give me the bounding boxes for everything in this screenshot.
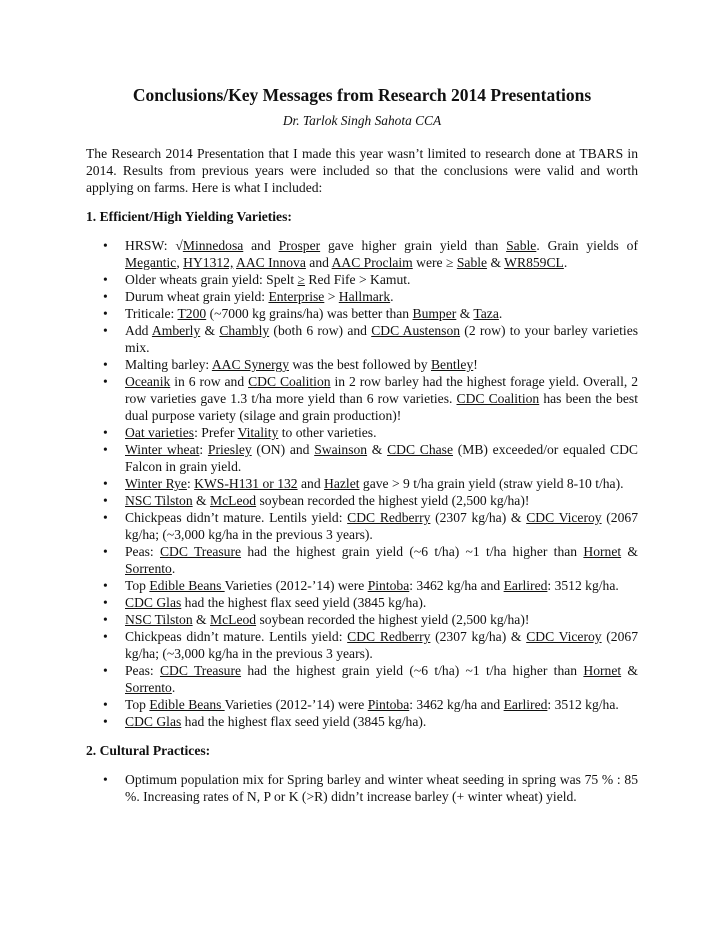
list-item: • Oceanik in 6 row and CDC Coalition in 2 row barley had the highest forage yield. Overall, 2 row varieties gave 1.3 t/ha more yield than 6 row varieties. CDC Coalition has been the best dual purpose variety (silage and grain production)!: [103, 374, 638, 423]
underlined-variety: Prosper: [278, 238, 321, 253]
underlined-variety: Hornet: [583, 663, 622, 678]
list-item: • Top Edible Beans Varieties (2012-’14) were Pintoba: 3462 kg/ha and Earlired: 3512 kg/ha.: [103, 697, 619, 712]
underlined-variety: Oat varieties: [125, 425, 195, 440]
bullet-icon: •: [103, 578, 108, 593]
underlined-variety: CDC Treasure: [159, 663, 242, 678]
list-item: • Add Amberly & Chambly (both 6 row) and CDC Austenson (2 row) to your barley varieties mix.: [103, 323, 639, 355]
bullet-icon: •: [103, 476, 108, 491]
underlined-variety: WR859CL: [504, 255, 564, 270]
underlined-variety: Chambly: [219, 323, 270, 338]
bullet-icon: •: [103, 772, 108, 787]
bullet-list: [86, 237, 638, 730]
list-item: • Winter Rye: KWS-H131 or 132 and Hazlet gave > 9 t/ha grain yield (straw yield 8-10 t/ha).: [103, 476, 624, 491]
list-item: • Oat varieties: Prefer Vitality to other varieties.: [103, 425, 377, 440]
bullet-icon: •: [103, 612, 108, 627]
list-item: • CDC Glas had the highest flax seed yield (3845 kg/ha).: [103, 595, 427, 610]
bullet-icon: •: [103, 714, 108, 729]
underlined-variety: HY1312,: [183, 255, 234, 270]
underlined-variety: AAC Synergy: [211, 357, 290, 372]
underlined-variety: Pintoba: [367, 697, 410, 712]
underlined-variety: Vitality: [237, 425, 279, 440]
underlined-variety: Sable: [456, 255, 488, 270]
list-item: • Chickpeas didn’t mature. Lentils yield: CDC Redberry (2307 kg/ha) & CDC Viceroy (2067 kg/ha; (~3,000 kg/ha in the previous 3 years).: [103, 629, 638, 661]
underlined-variety: McLeod: [210, 493, 257, 508]
bullet-icon: •: [103, 238, 108, 253]
underlined-variety: ≥: [297, 272, 305, 287]
underlined-variety: Pintoba: [367, 578, 410, 593]
underlined-variety: Edible Beans: [149, 578, 225, 593]
document-title: Conclusions/Key Messages from Research 2014 Presentations: [132, 85, 592, 105]
underlined-variety: Hallmark: [338, 289, 391, 304]
list-item: • Durum wheat grain yield: Enterprise > Hallmark.: [103, 289, 394, 304]
list-item: • Triticale: T200 (~7000 kg grains/ha) was better than Bumper & Taza.: [103, 306, 503, 321]
author-line: Dr. Tarlok Singh Sahota CCA: [282, 113, 442, 128]
underlined-variety: Megantic: [125, 255, 177, 270]
underlined-variety: Earlired: [503, 578, 548, 593]
bullet-icon: •: [103, 663, 108, 678]
bullet-list: [86, 771, 638, 805]
bullet-icon: •: [103, 629, 108, 644]
underlined-variety: Sable: [506, 238, 537, 253]
list-item: • Malting barley: AAC Synergy was the best followed by Bentley!: [103, 357, 478, 372]
bullet-icon: •: [103, 374, 108, 389]
underlined-variety: CDC Coalition: [248, 374, 331, 389]
bullet-icon: •: [103, 697, 108, 712]
underlined-variety: CDC Coalition: [456, 391, 540, 406]
underlined-variety: CDC Viceroy: [526, 629, 602, 644]
underlined-variety: CDC Glas: [125, 714, 182, 729]
underlined-variety: Taza: [473, 306, 499, 321]
section-heading: 2. Cultural Practices:: [86, 743, 211, 758]
underlined-variety: CDC Treasure: [159, 544, 242, 559]
underlined-variety: CDC Redberry: [347, 629, 431, 644]
underlined-variety: Minnedosa: [182, 238, 244, 253]
underlined-variety: Edible Beans: [149, 697, 225, 712]
underlined-variety: Priesley: [207, 442, 252, 457]
bullet-icon: •: [103, 357, 108, 372]
underlined-variety: Amberly: [151, 323, 201, 338]
underlined-variety: CDC Glas: [125, 595, 182, 610]
list-item: • CDC Glas had the highest flax seed yield (3845 kg/ha).: [103, 714, 427, 729]
list-item: • NSC Tilston & McLeod soybean recorded the highest yield (2,500 kg/ha)!: [103, 493, 530, 508]
underlined-variety: CDC Austenson: [371, 323, 461, 338]
underlined-variety: NSC Tilston: [125, 612, 193, 627]
underlined-variety: Winter Rye: [125, 476, 187, 491]
intro-paragraph: The Research 2014 Presentation that I made this year wasn’t limited to research done at TBARS in 2014. Results from previous years were included so that the conclusions were valid and worth applying on farms. Here is what I included:: [86, 146, 638, 195]
underlined-variety: CDC Chase: [387, 442, 454, 457]
bullet-icon: •: [103, 306, 108, 321]
underlined-variety: CDC Redberry: [347, 510, 431, 525]
list-item: • Winter wheat: Priesley (ON) and Swainson & CDC Chase (MB) exceeded/or equaled CDC Falcon in grain yield.: [103, 442, 639, 474]
underlined-variety: Sorrento: [125, 680, 172, 695]
underlined-variety: AAC Innova: [236, 255, 306, 270]
list-item: • Top Edible Beans Varieties (2012-’14) were Pintoba: 3462 kg/ha and Earlired: 3512 kg/ha.: [103, 578, 619, 593]
underlined-variety: Sorrento: [125, 561, 172, 576]
underlined-variety: Earlired: [503, 697, 548, 712]
underlined-variety: McLeod: [210, 612, 257, 627]
list-item: • Peas: CDC Treasure had the highest grain yield (~6 t/ha) ~1 t/ha higher than Hornet & Sorrento.: [103, 544, 638, 576]
bullet-icon: •: [103, 289, 108, 304]
bullet-icon: •: [103, 544, 108, 559]
list-item: • Older wheats grain yield: Spelt ≥ Red Fife > Kamut.: [103, 272, 411, 287]
list-item: • Peas: CDC Treasure had the highest grain yield (~6 t/ha) ~1 t/ha higher than Hornet & Sorrento.: [103, 663, 638, 695]
sections-container: [86, 208, 638, 805]
bullet-icon: •: [103, 510, 108, 525]
list-item: • HRSW: √Minnedosa and Prosper gave higher grain yield than Sable. Grain yields of Megantic, HY1312, AAC Innova and AAC Proclaim were ≥ Sable & WR859CL.: [103, 238, 639, 270]
underlined-variety: Hornet: [583, 544, 622, 559]
underlined-variety: Enterprise: [268, 289, 325, 304]
bullet-icon: •: [103, 442, 108, 457]
bullet-icon: •: [103, 425, 108, 440]
underlined-variety: KWS-H131 or 132: [194, 476, 298, 491]
underlined-variety: Hazlet: [324, 476, 360, 491]
bullet-icon: •: [103, 595, 108, 610]
list-item: • Chickpeas didn’t mature. Lentils yield: CDC Redberry (2307 kg/ha) & CDC Viceroy (2067 kg/ha; (~3,000 kg/ha in the previous 3 years).: [103, 510, 638, 542]
underlined-variety: AAC Proclaim: [331, 255, 413, 270]
underlined-variety: NSC Tilston: [125, 493, 193, 508]
bullet-icon: •: [103, 272, 108, 287]
list-item: • NSC Tilston & McLeod soybean recorded the highest yield (2,500 kg/ha)!: [103, 612, 530, 627]
list-item: • Optimum population mix for Spring barley and winter wheat seeding in spring was 75 % : 85 %. Increasing rates of N, P or K (>R) didn’t increase barley (+ winter wheat) yield.: [103, 772, 638, 804]
bullet-icon: •: [103, 493, 108, 508]
underlined-variety: T200: [177, 306, 207, 321]
section-heading: 1. Efficient/High Yielding Varieties:: [86, 209, 292, 224]
underlined-variety: Bumper: [412, 306, 457, 321]
underlined-variety: CDC Viceroy: [526, 510, 602, 525]
underlined-variety: Swainson: [314, 442, 368, 457]
bullet-icon: •: [103, 323, 108, 338]
underlined-variety: Oceanik: [125, 374, 171, 389]
underlined-variety: Winter wheat: [125, 442, 200, 457]
underlined-variety: Bentley: [430, 357, 474, 372]
